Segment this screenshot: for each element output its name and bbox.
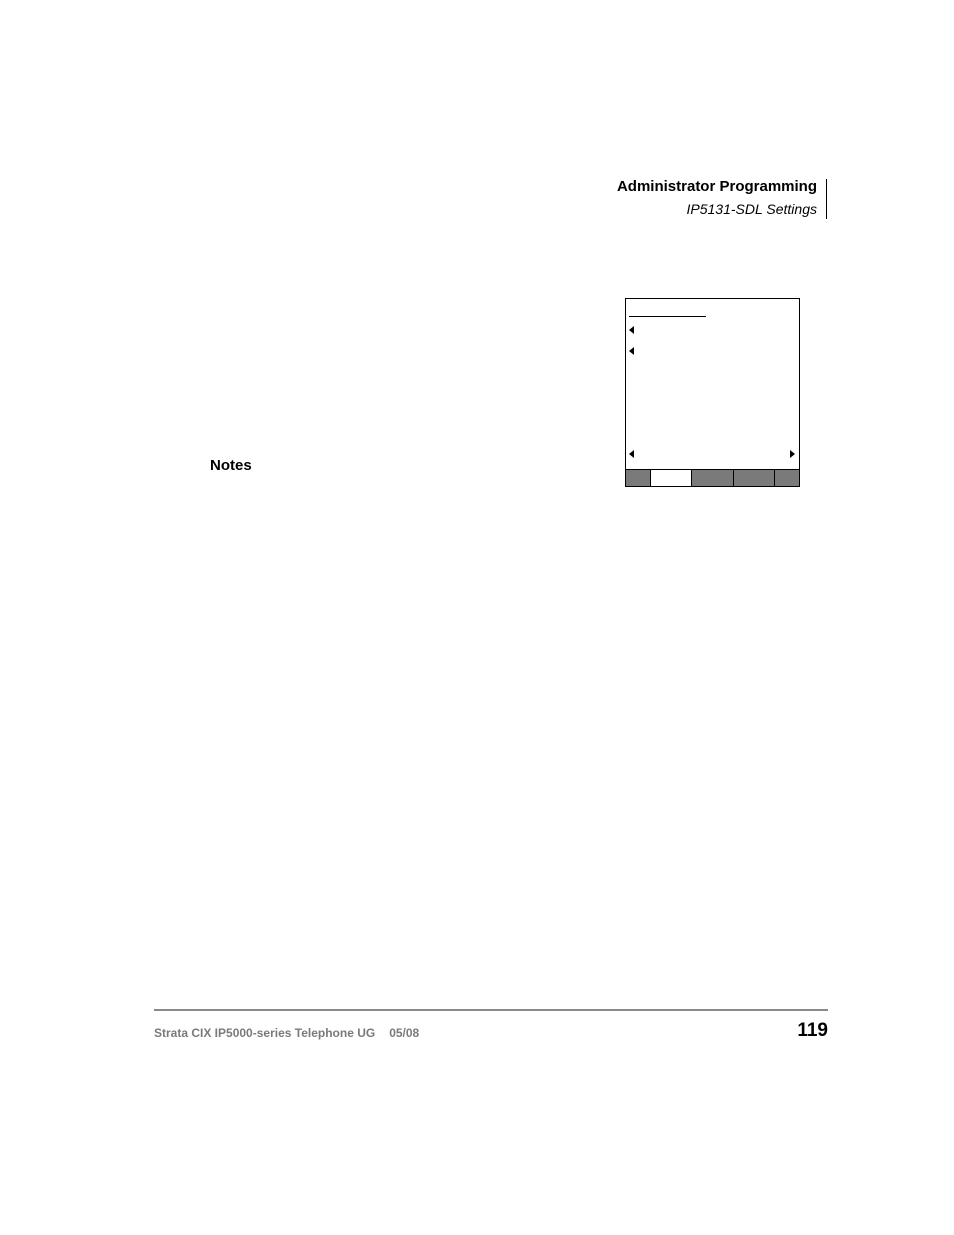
lcd-softkey-selected: [651, 470, 692, 486]
footer-divider: [154, 1009, 828, 1011]
footer-date: 05/08: [389, 1026, 420, 1040]
lcd-left-arrow-icon: [629, 347, 634, 355]
running-header: [617, 178, 817, 218]
lcd-display-illustration: [625, 298, 800, 487]
lcd-left-arrow-icon: [629, 450, 634, 458]
footer-doc-title: Strata CIX IP5000-series Telephone UG: [154, 1026, 376, 1040]
lcd-softkey: [775, 470, 799, 486]
lcd-title-underline: [629, 316, 706, 317]
section-title: Administrator Programming: [616, 178, 817, 195]
lcd-softkey: [734, 470, 775, 486]
lcd-left-arrow-icon: [629, 326, 634, 334]
notes-heading: Notes: [210, 457, 252, 474]
lcd-softkey-bar: [626, 469, 799, 486]
page-number: 119: [797, 1020, 828, 1041]
section-subtitle: IP5131-SDL Settings: [686, 201, 817, 217]
footer-doc-info: [154, 1026, 419, 1040]
lcd-softkey: [626, 470, 651, 486]
lcd-right-arrow-icon: [790, 450, 795, 458]
header-divider: [826, 179, 827, 219]
lcd-softkey: [692, 470, 734, 486]
